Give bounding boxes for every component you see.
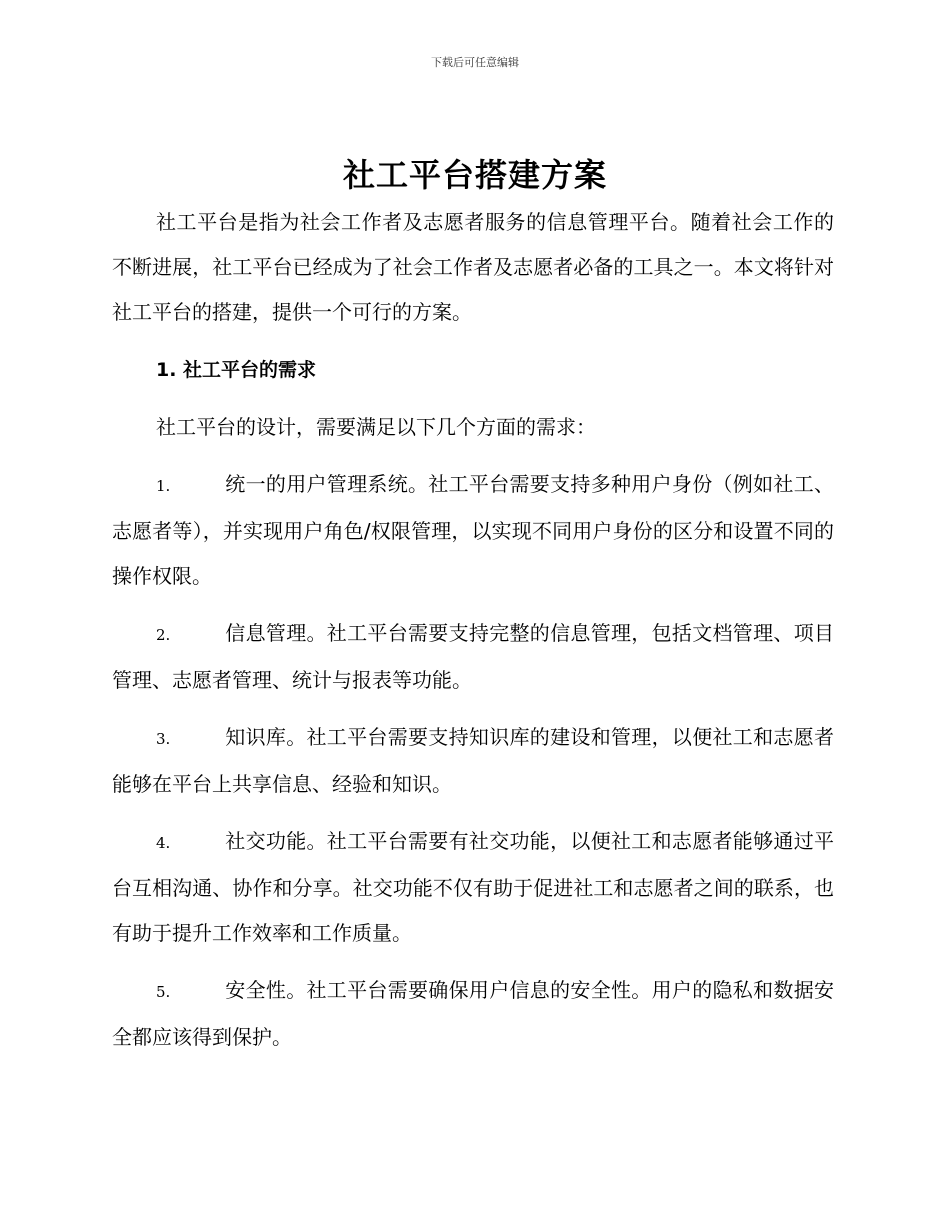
list-number: 5. bbox=[156, 983, 171, 1001]
list-text: 社交功能。社工平台需要有社交功能，以便社工和志愿者能够通过平台互相沟通、协作和分享。社交功能不仅有助于促进社工和志愿者之间的联系，也有助于提升工作效率和工作质量。 bbox=[112, 829, 834, 945]
section-heading: 1. 社工平台的需求 bbox=[156, 359, 317, 381]
list-text: 知识库。社工平台需要支持知识库的建设和管理，以便社工和志愿者能够在平台上共享信息、经验和知识。 bbox=[112, 725, 834, 796]
list-item-2 bbox=[112, 611, 834, 703]
header-note: 下载后可任意编辑 bbox=[431, 56, 519, 69]
section-intro: 社工平台的设计，需要满足以下几个方面的需求： bbox=[156, 415, 596, 439]
list-text: 安全性。社工平台需要确保用户信息的安全性。用户的隐私和数据安全都应该得到保护。 bbox=[112, 978, 834, 1049]
list-number: 1. bbox=[156, 477, 171, 495]
intro-paragraph: 社工平台是指为社会工作者及志愿者服务的信息管理平台。随着社会工作的不断进展，社工平台已经成为了社会工作者及志愿者必备的工具之一。本文将针对社工平台的搭建，提供一个可行的方案。 bbox=[112, 210, 834, 324]
list-item-3 bbox=[112, 715, 834, 807]
list-item-1 bbox=[112, 462, 834, 599]
document-title: 社工平台搭建方案 bbox=[342, 156, 607, 194]
list-text: 统一的用户管理系统。社工平台需要支持多种用户身份（例如社工、志愿者等），并实现用户角色/权限管理，以实现不同用户身份的区分和设置不同的操作权限。 bbox=[112, 472, 834, 588]
list-item-4 bbox=[112, 819, 834, 956]
list-text: 信息管理。社工平台需要支持完整的信息管理，包括文档管理、项目管理、志愿者管理、统计与报表等功能。 bbox=[112, 621, 834, 692]
list-item-5 bbox=[112, 968, 834, 1060]
list-number: 3. bbox=[156, 730, 171, 748]
document-body bbox=[112, 200, 834, 1060]
list-number: 2. bbox=[156, 626, 171, 644]
list-number: 4. bbox=[156, 834, 171, 852]
